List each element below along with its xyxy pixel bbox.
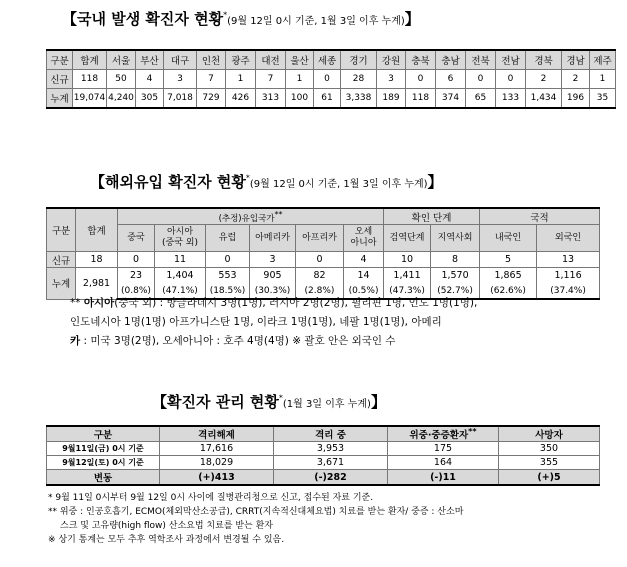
table-cell: 175 [388,442,499,456]
header-cell: 경북 [526,50,562,70]
row-label: 9월12일(토) 0시 기준 [47,456,160,470]
table-cell: 0 [314,70,341,89]
table-cell: 14 [344,268,384,284]
table-cell: 19,074 [73,89,107,109]
table-cell: 6 [436,70,466,89]
table-cell: 3,671 [274,456,388,470]
sub-header-cell: 검역단계 [384,225,431,252]
table-cell: 305 [136,89,164,109]
header-cell: 전남 [496,50,526,70]
sub-header-cell: 아메리카 [250,225,296,252]
table-cell: 164 [388,456,499,470]
table-cell: 350 [499,442,600,456]
sub-header-cell: 오세 아니아 [344,225,384,252]
domestic-cases-table [46,49,616,109]
header-cell: 강원 [377,50,406,70]
table-cell: (30.3%) [250,283,296,299]
table-cell: 729 [197,89,226,109]
table-cell: 118 [73,70,107,89]
header-cell: 사망자 [499,426,600,442]
table-cell: 4 [136,70,164,89]
col-total: 합계 [76,208,118,252]
table-cell: 82 [296,268,344,284]
overseas-cases-table [46,207,600,300]
table-cell: (-)11 [388,470,499,486]
table-cell: 355 [499,456,600,470]
table-cell: 28 [341,70,377,89]
table-cell: 3,338 [341,89,377,109]
table-cell: 1,865 [480,268,537,284]
table-cell: (+)5 [499,470,600,486]
table-cell: 133 [496,89,526,109]
case-management-table [46,425,600,486]
table-cell: 0 [406,70,436,89]
table-cell: 35 [590,89,616,109]
group-nationality: 국적 [480,208,600,225]
table-cell: 1,434 [526,89,562,109]
table-cell: (47.1%) [155,283,206,299]
table-cell: 1,404 [155,268,206,284]
table-cell: (62.6%) [480,283,537,299]
header-cell: 세종 [314,50,341,70]
table-cell: 7 [197,70,226,89]
row-label: 9월11일(금) 0시 기준 [47,442,160,456]
table-cell: 1 [590,70,616,89]
table-cell: 23 [118,268,155,284]
table-cell: 8 [431,252,480,268]
group-inflow-country: (추정)유입국가** [118,208,384,225]
section1-title: 【국내 발생 확진자 현황*(9월 12일 0시 기준, 1월 3일 이후 누계)】 [62,10,420,28]
footnotes: * 9월 11일 0시부터 9월 12일 0시 사이에 질병관리청으로 신고, 접수된 자료 기준. ** 위중 : 인공호흡기, ECMO(체외막산소공급), CRRT(지속적신대체요법) 치료를 받는 환자/ 중증 : 산소마 스크 및 고유량(high flow) 산소요법 치료를 받는 환자 ※ 상기 통계는 모두 추후 역학조사 과정에서 변경될 수 있음. [48,493,464,545]
table-cell: (52.7%) [431,283,480,299]
table-cell: (18.5%) [206,283,250,299]
table-cell: (+)413 [160,470,274,486]
table-cell: (-)282 [274,470,388,486]
table-cell: (2.8%) [296,283,344,299]
table-cell: 2 [526,70,562,89]
sub-header-cell: 지역사회 [431,225,480,252]
table-cell: 13 [537,252,600,268]
section3-title: 【확진자 관리 현황*(1월 3일 이후 누계)】 [152,393,386,411]
row-label: 변동 [47,470,160,486]
table-cell: 118 [406,89,436,109]
col-gubun: 구분 [47,208,76,252]
header-cell: 제주 [590,50,616,70]
header-cell: 구분 [47,426,160,442]
table-cell: 5 [480,252,537,268]
sub-header-cell: 외국인 [537,225,600,252]
header-cell: 부산 [136,50,164,70]
header-cell: 광주 [226,50,256,70]
header-cell: 경남 [562,50,590,70]
section2-title: 【해외유입 확진자 현황*(9월 12일 0시 기준, 1월 3일 이후 누계)】 [90,173,443,191]
table-cell: 374 [436,89,466,109]
table-cell: 4,240 [107,89,136,109]
table-cell: 18,029 [160,456,274,470]
table-cell: 426 [226,89,256,109]
header-cell: 위중·중증환자** [388,426,499,442]
table-cell: 0 [118,252,155,268]
header-cell: 경기 [341,50,377,70]
table-cell: 2,981 [76,268,118,300]
header-cell: 구분 [47,50,73,70]
inflow-note: ** 아시아(중국 외) : 방글라데시 3명(1명), 러시아 2명(2명), 필리핀 1명, 인도 1명(1명), 인도네시아 1명(1명) 아프가니스탄 1명, 이라크 1명(1명), 네팔 1명(1명), 아메리 카 : 미국 3명(2명), 오세아니아 : 호주 4명(4명) ※ 괄호 안은 외국인 수 [70,297,478,347]
table-cell: 0 [496,70,526,89]
table-cell: 7,018 [164,89,197,109]
table-cell: 3 [377,70,406,89]
table-cell: (0.5%) [344,283,384,299]
table-cell: 1 [286,70,314,89]
header-cell: 서울 [107,50,136,70]
table-cell: 1,570 [431,268,480,284]
header-cell: 대전 [256,50,286,70]
table-cell: 2 [562,70,590,89]
table-cell: (0.8%) [118,283,155,299]
row-label: 누계 [47,89,73,109]
table-cell: 313 [256,89,286,109]
header-cell: 인천 [197,50,226,70]
table-cell: 100 [286,89,314,109]
table-cell: 4 [344,252,384,268]
row-label: 신규 [47,70,73,89]
group-confirm-stage: 확인 단계 [384,208,480,225]
header-cell: 충남 [436,50,466,70]
sub-header-cell: 아시아 (중국 외) [155,225,206,252]
table-cell: 0 [466,70,496,89]
header-cell: 격리 중 [274,426,388,442]
sub-header-cell: 내국인 [480,225,537,252]
table-cell: 17,616 [160,442,274,456]
header-cell: 격리해제 [160,426,274,442]
row-label: 누계 [47,268,76,300]
sub-header-cell: 중국 [118,225,155,252]
row-label: 신규 [47,252,76,268]
table-cell: 1,116 [537,268,600,284]
table-cell: 1 [226,70,256,89]
table-cell: 905 [250,268,296,284]
table-cell: 3,953 [274,442,388,456]
header-cell: 대구 [164,50,197,70]
header-cell: 합계 [73,50,107,70]
table-cell: 189 [377,89,406,109]
table-cell: 65 [466,89,496,109]
table-cell: (37.4%) [537,283,600,299]
table-cell: 10 [384,252,431,268]
table-cell: 0 [206,252,250,268]
sub-header-cell: 아프리카 [296,225,344,252]
table-cell: 11 [155,252,206,268]
table-cell: 18 [76,252,118,268]
table-cell: 7 [256,70,286,89]
table-cell: 553 [206,268,250,284]
sub-header-cell: 유럽 [206,225,250,252]
table-cell: (47.3%) [384,283,431,299]
header-cell: 전북 [466,50,496,70]
table-cell: 196 [562,89,590,109]
header-cell: 울산 [286,50,314,70]
table-cell: 3 [164,70,197,89]
table-cell: 0 [296,252,344,268]
table-cell: 1,411 [384,268,431,284]
table-cell: 3 [250,252,296,268]
table-cell: 50 [107,70,136,89]
table-cell: 61 [314,89,341,109]
header-cell: 충북 [406,50,436,70]
